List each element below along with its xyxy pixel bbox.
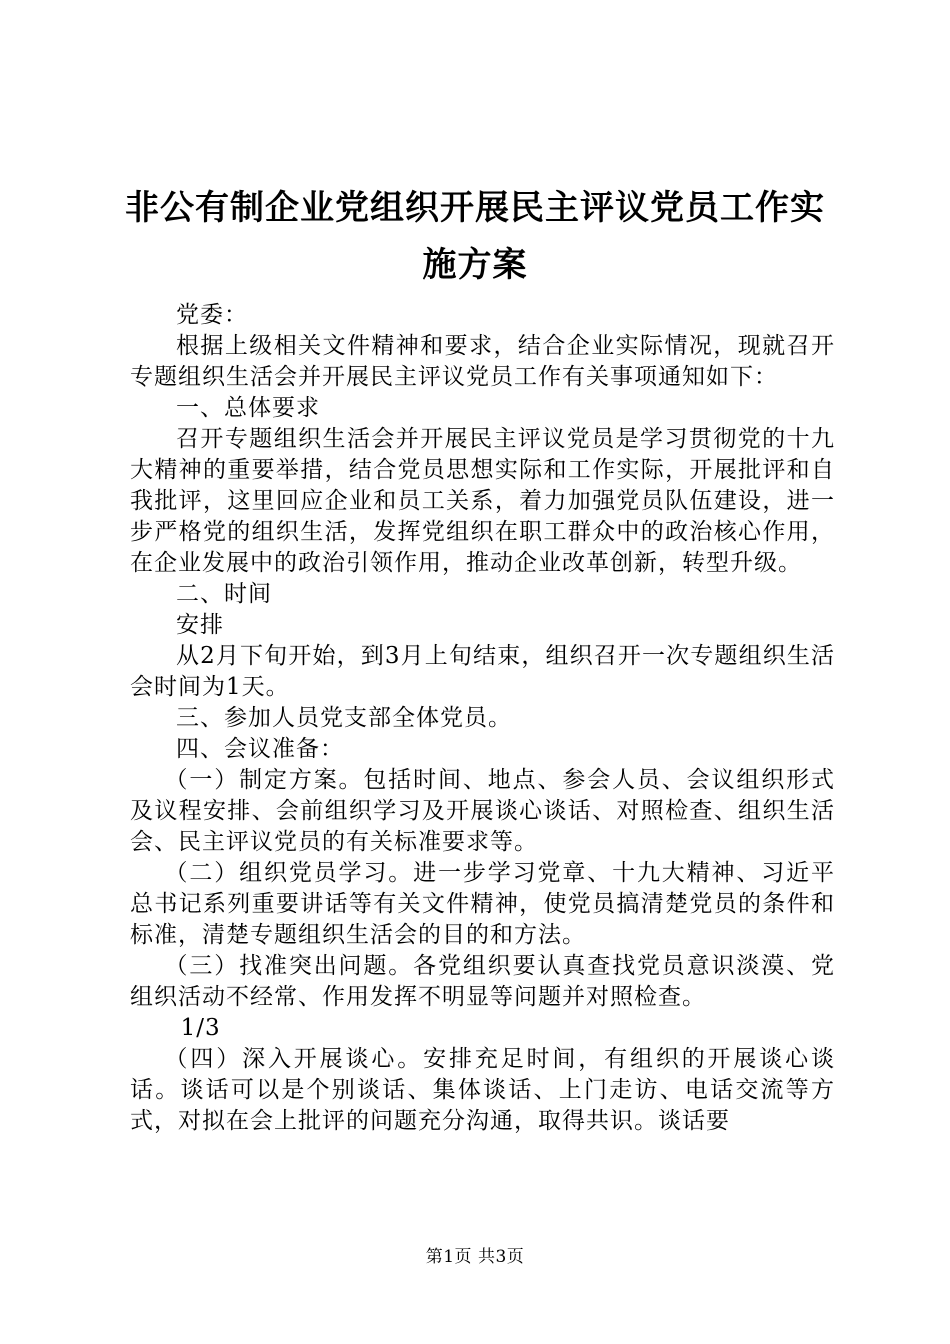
prep-item-3: （三）找准突出问题。各党组织要认真查找党员意识淡漠、党组织活动不经常、作用发挥不明显等问题并对照检查。	[130, 953, 835, 1010]
section-heading-3: 三、参加人员党支部全体党员。	[176, 705, 512, 731]
prep-item-4: （四）深入开展谈心。安排充足时间，有组织的开展谈心谈话。谈话可以是个别谈话、集体谈话、上门走访、电话交流等方式，对拟在会上批评的问题充分沟通，取得共识。谈话要	[130, 1046, 835, 1134]
requirements-paragraph: 召开专题组织生活会并开展民主评议党员是学习贯彻党的十九大精神的重要举措，结合党员思想实际和工作实际，开展批评和自我批评，这里回应企业和员工关系，着力加强党员队伍建设，进一步严格党的组织生活，发挥党组织在职工群众中的政治核心作用，在企业发展中的政治引领作用，推动企业改革创新，转型升级。	[130, 426, 835, 576]
section-heading-2: 二、时间	[176, 581, 272, 607]
document-title-line-1: 非公有制企业党组织开展民主评议党员工作实	[125, 188, 825, 228]
salutation: 党委：	[176, 302, 248, 328]
schedule-paragraph: 从2月下旬开始，到3月上旬结束，组织召开一次专题组织生活会时间为1天。	[130, 643, 835, 700]
document-body	[130, 300, 835, 1137]
document-title-line-2: 施方案	[422, 245, 528, 285]
section-heading-4: 四、会议准备：	[176, 736, 344, 762]
section-heading-1: 一、总体要求	[176, 395, 320, 421]
intro-paragraph: 根据上级相关文件精神和要求，结合企业实际情况，现就召开专题组织生活会并开展民主评议党员工作有关事项通知如下：	[130, 333, 835, 390]
inline-page-number: 1/3	[180, 1015, 221, 1041]
page-footer: 第1页 共3页	[425, 1247, 525, 1267]
section-heading-2-cont: 安排	[176, 612, 224, 638]
prep-item-2: （二）组织党员学习。进一步学习党章、十九大精神、习近平总书记系列重要讲话等有关文件精神，使党员搞清楚党员的条件和标准，清楚专题组织生活会的目的和方法。	[130, 860, 835, 948]
prep-item-1: （一）制定方案。包括时间、地点、参会人员、会议组织形式及议程安排、会前组织学习及开展谈心谈话、对照检查、组织生活会、民主评议党员的有关标准要求等。	[130, 767, 835, 855]
